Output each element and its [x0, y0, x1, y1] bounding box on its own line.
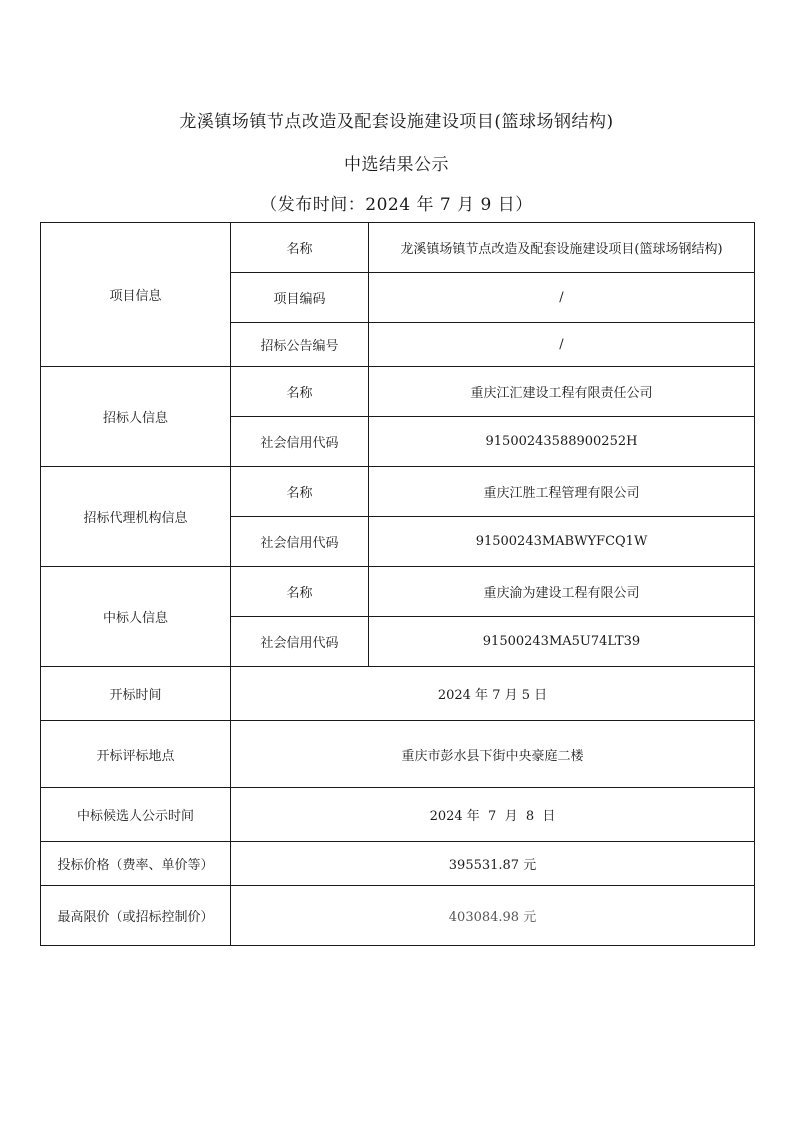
table-row — [41, 886, 755, 946]
agency-name-label: 名称 — [231, 467, 369, 517]
table-row — [41, 567, 755, 617]
table-row — [41, 788, 755, 842]
table-row — [41, 721, 755, 788]
table-row — [41, 467, 755, 517]
document-subtitle: 中选结果公示 — [344, 155, 449, 175]
notice-number-value: / — [369, 323, 755, 367]
agency-info-label: 招标代理机构信息 — [41, 467, 231, 567]
agency-credit-label: 社会信用代码 — [231, 517, 369, 567]
result-table — [40, 222, 755, 946]
max-price-value: 403084.98 元 — [231, 886, 755, 946]
tenderer-name-label: 名称 — [231, 367, 369, 417]
project-name-label: 名称 — [231, 223, 369, 273]
max-price-label: 最高限价（或招标控制价） — [41, 886, 231, 946]
winner-credit-label: 社会信用代码 — [231, 617, 369, 667]
table-row — [41, 667, 755, 721]
winner-name-label: 名称 — [231, 567, 369, 617]
location-label: 开标评标地点 — [41, 721, 231, 788]
tenderer-credit-label: 社会信用代码 — [231, 417, 369, 467]
winner-name-value: 重庆渝为建设工程有限公司 — [369, 567, 755, 617]
publicity-time-value: 2024 年 7 月 8 日 — [231, 788, 755, 842]
project-code-value: / — [369, 273, 755, 323]
table-row — [41, 367, 755, 417]
bid-price-value: 395531.87 元 — [231, 842, 755, 886]
project-info-label: 项目信息 — [41, 223, 231, 367]
publish-date: （发布时间：2024 年 7 月 9 日） — [260, 195, 533, 215]
table-row — [41, 842, 755, 886]
open-time-label: 开标时间 — [41, 667, 231, 721]
bid-price-label: 投标价格（费率、单价等） — [41, 842, 231, 886]
open-time-value: 2024 年 7 月 5 日 — [231, 667, 755, 721]
tenderer-credit-value: 91500243588900252H — [369, 417, 755, 467]
table-row — [41, 223, 755, 273]
tenderer-info-label: 招标人信息 — [41, 367, 231, 467]
notice-number-label: 招标公告编号 — [231, 323, 369, 367]
location-value: 重庆市彭水县下街中央豪庭二楼 — [231, 721, 755, 788]
tenderer-name-value: 重庆江汇建设工程有限责任公司 — [369, 367, 755, 417]
publicity-time-label: 中标候选人公示时间 — [41, 788, 231, 842]
agency-credit-value: 91500243MABWYFCQ1W — [369, 517, 755, 567]
winner-credit-value: 91500243MA5U74LT39 — [369, 617, 755, 667]
winner-info-label: 中标人信息 — [41, 567, 231, 667]
project-code-label: 项目编码 — [231, 273, 369, 323]
project-name-value: 龙溪镇场镇节点改造及配套设施建设项目(篮球场钢结构) — [369, 223, 755, 273]
document-title: 龙溪镇场镇节点改造及配套设施建设项目(篮球场钢结构) — [179, 112, 614, 132]
agency-name-value: 重庆江胜工程管理有限公司 — [369, 467, 755, 517]
